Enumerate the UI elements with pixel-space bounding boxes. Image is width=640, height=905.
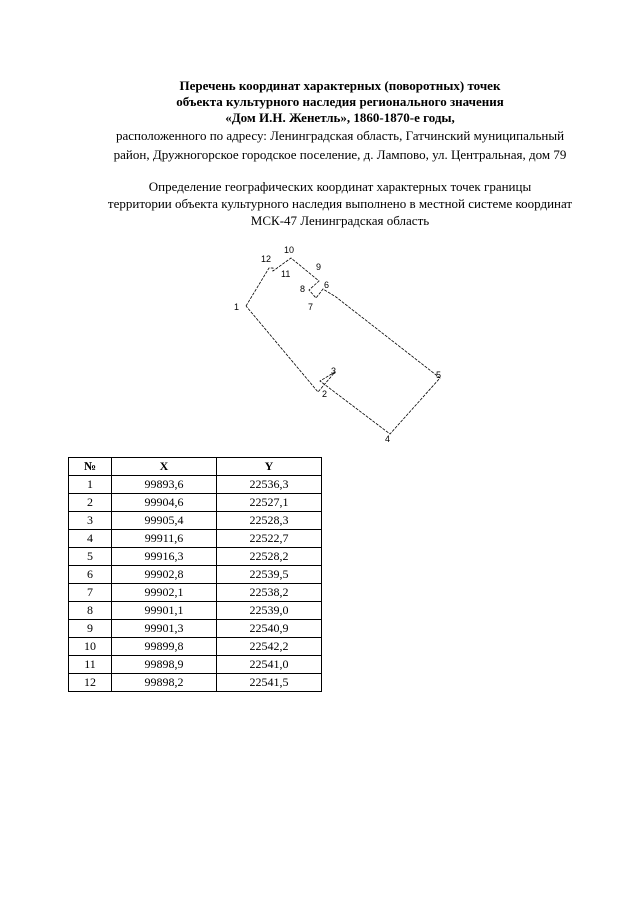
coordinates-table bbox=[68, 457, 322, 692]
cell-x: 99916,3 bbox=[112, 548, 217, 566]
definition-line-1: Определение географических координат характерных точек границы bbox=[148, 179, 532, 194]
definition-line-2: территории объекта культурного наследия выполнено в местной системе координат bbox=[107, 196, 573, 211]
table-row bbox=[69, 476, 322, 494]
table-row bbox=[69, 584, 322, 602]
column-header-y: Y bbox=[217, 458, 322, 476]
point-label-11: 11 bbox=[281, 269, 291, 279]
cell-y: 22539,0 bbox=[217, 602, 322, 620]
cell-x: 99901,1 bbox=[112, 602, 217, 620]
boundary-outline bbox=[246, 258, 440, 434]
table-row bbox=[69, 548, 322, 566]
cell-y: 22541,0 bbox=[217, 656, 322, 674]
table-row bbox=[69, 566, 322, 584]
table-row bbox=[69, 638, 322, 656]
point-label-3: 3 bbox=[331, 366, 337, 376]
table-row bbox=[69, 602, 322, 620]
cell-number: 7 bbox=[69, 584, 112, 602]
cell-y: 22541,5 bbox=[217, 674, 322, 692]
cell-x: 99898,2 bbox=[112, 674, 217, 692]
table-row bbox=[69, 620, 322, 638]
cell-number: 11 bbox=[69, 656, 112, 674]
table-row bbox=[69, 656, 322, 674]
cell-x: 99904,6 bbox=[112, 494, 217, 512]
table-header-row bbox=[69, 458, 322, 476]
point-label-10: 10 bbox=[284, 245, 295, 255]
cell-x: 99902,1 bbox=[112, 584, 217, 602]
title-line-3: «Дом И.Н. Женетль», 1860-1870-е годы, bbox=[225, 110, 455, 125]
cell-y: 22540,9 bbox=[217, 620, 322, 638]
cell-y: 22539,5 bbox=[217, 566, 322, 584]
point-label-9: 9 bbox=[316, 262, 322, 272]
definition-paragraph bbox=[60, 178, 620, 229]
point-label-8: 8 bbox=[300, 284, 306, 294]
table-row bbox=[69, 494, 322, 512]
title-line-2: объекта культурного наследия регионального значения bbox=[176, 94, 504, 109]
cell-y: 22528,2 bbox=[217, 548, 322, 566]
cell-x: 99911,6 bbox=[112, 530, 217, 548]
document-header bbox=[60, 78, 620, 164]
cell-number: 10 bbox=[69, 638, 112, 656]
point-label-4: 4 bbox=[385, 434, 391, 444]
table-row bbox=[69, 530, 322, 548]
cell-number: 8 bbox=[69, 602, 112, 620]
cell-x: 99902,8 bbox=[112, 566, 217, 584]
table-row bbox=[69, 674, 322, 692]
cell-number: 3 bbox=[69, 512, 112, 530]
point-label-7: 7 bbox=[308, 302, 314, 312]
cell-number: 1 bbox=[69, 476, 112, 494]
point-label-2: 2 bbox=[322, 389, 328, 399]
point-label-5: 5 bbox=[436, 370, 442, 380]
cell-x: 99905,4 bbox=[112, 512, 217, 530]
point-label-6: 6 bbox=[324, 280, 330, 290]
cell-y: 22527,1 bbox=[217, 494, 322, 512]
cell-number: 2 bbox=[69, 494, 112, 512]
cell-x: 99893,6 bbox=[112, 476, 217, 494]
cell-number: 5 bbox=[69, 548, 112, 566]
title-line-1: Перечень координат характерных (поворотных) точек bbox=[179, 78, 501, 93]
address-line-2: район, Дружногорское городское поселение, д. Лампово, ул. Центральная, дом 79 bbox=[113, 147, 567, 162]
column-header-number: № bbox=[69, 458, 112, 476]
table-row bbox=[69, 512, 322, 530]
boundary-plan bbox=[220, 240, 460, 460]
cell-y: 22522,7 bbox=[217, 530, 322, 548]
cell-y: 22542,2 bbox=[217, 638, 322, 656]
cell-x: 99899,8 bbox=[112, 638, 217, 656]
cell-number: 4 bbox=[69, 530, 112, 548]
column-header-x: X bbox=[112, 458, 217, 476]
point-label-1: 1 bbox=[234, 302, 240, 312]
point-label-12: 12 bbox=[261, 254, 272, 264]
cell-y: 22528,3 bbox=[217, 512, 322, 530]
cell-number: 6 bbox=[69, 566, 112, 584]
cell-y: 22538,2 bbox=[217, 584, 322, 602]
cell-x: 99901,3 bbox=[112, 620, 217, 638]
cell-y: 22536,3 bbox=[217, 476, 322, 494]
address-line-1: расположенного по адресу: Ленинградская область, Гатчинский муниципальный bbox=[115, 128, 565, 143]
cell-number: 12 bbox=[69, 674, 112, 692]
definition-line-3: МСК-47 Ленинградская область bbox=[250, 213, 430, 228]
cell-x: 99898,9 bbox=[112, 656, 217, 674]
cell-number: 9 bbox=[69, 620, 112, 638]
